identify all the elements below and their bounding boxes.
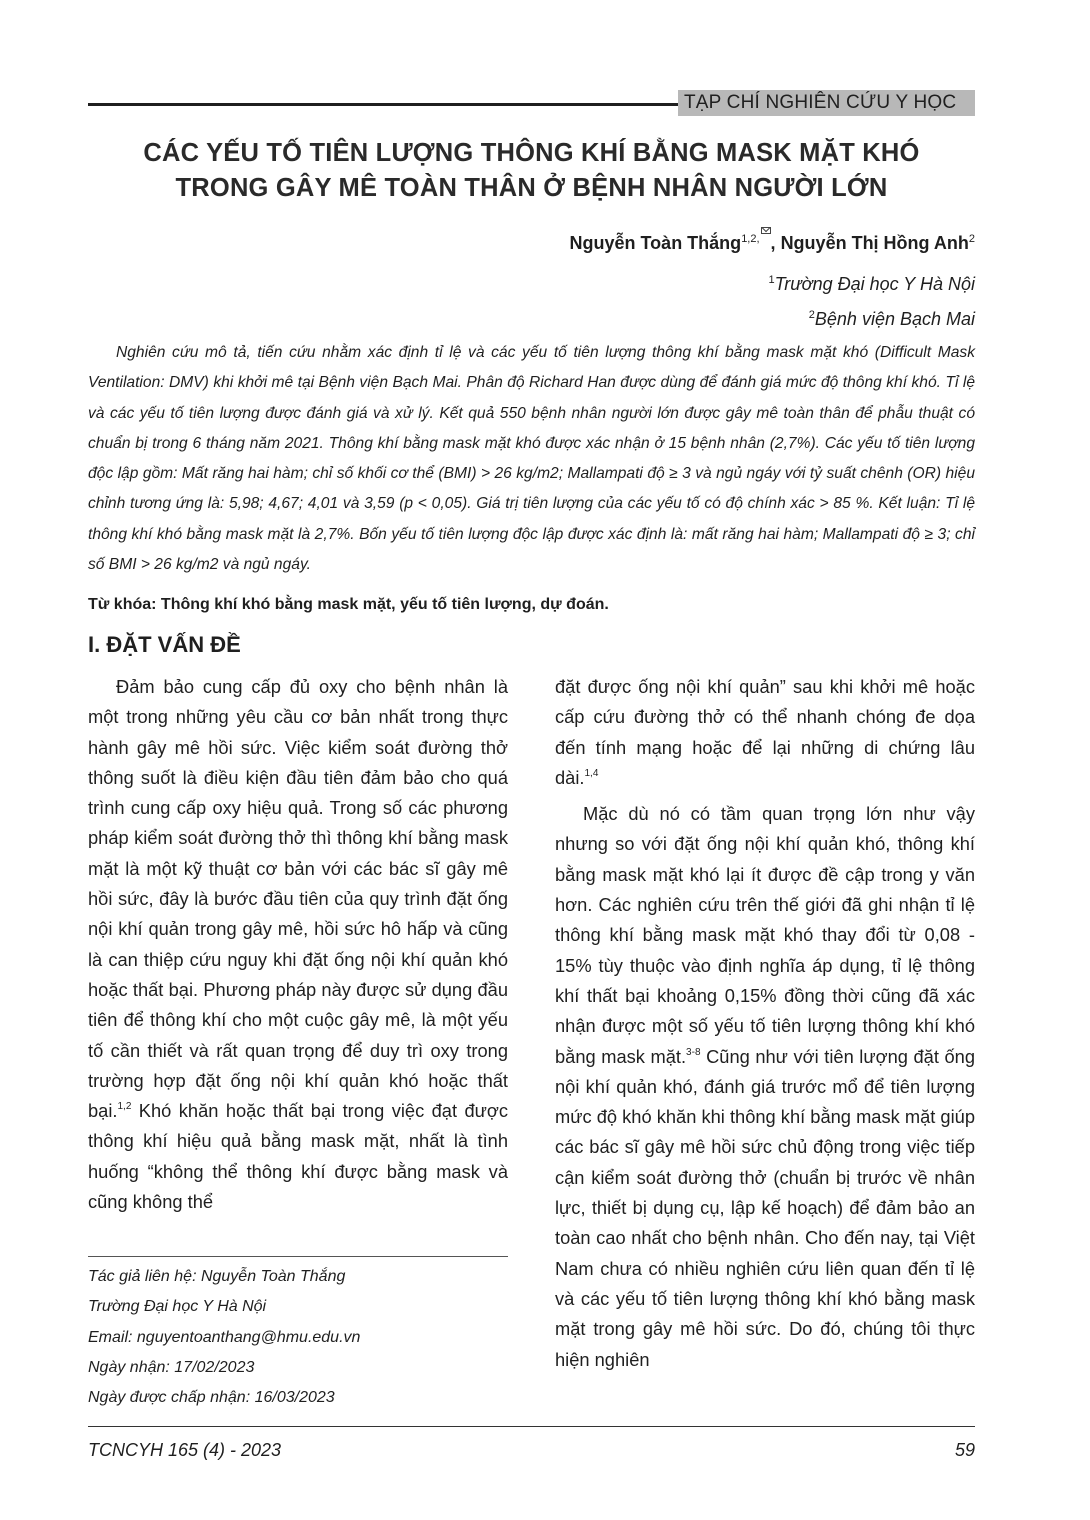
header-rule — [88, 103, 678, 106]
citation-marker: 1,2 — [117, 1101, 132, 1113]
affiliation-list — [769, 265, 976, 335]
journal-name: TẠP CHÍ NGHIÊN CỨU Y HỌC — [678, 90, 975, 116]
body-paragraph: đặt được ống nội khí quản” sau khi khởi mê hoặc cấp cứu đường thở có thể nhanh chóng đe dọa đến tính mạng hoặc để lại những di chứng lâu dài.$^{1,4}$ — [555, 676, 975, 788]
affiliation: $^2$Bệnh viện Bạch Mai — [808, 309, 975, 329]
author-list — [570, 226, 975, 256]
corresponding-institution: Trường Đại học Y Hà Nội — [88, 1298, 267, 1316]
page-number: 59 — [954, 1440, 975, 1460]
title-line-2: TRONG GÂY MÊ TOÀN THÂN Ở BỆNH NHÂN NGƯỜI LỚN — [175, 174, 888, 202]
author-name: Nguyễn Thị Hồng Anh — [780, 233, 969, 253]
footer-rule — [88, 1426, 975, 1427]
corresponding-author: Tác giả liên hệ: Nguyễn Toàn Thắng — [88, 1268, 346, 1285]
envelope-icon — [761, 227, 771, 234]
received-date: Ngày nhận: 17/02/2023 — [88, 1358, 255, 1376]
footnote-rule — [88, 1256, 508, 1257]
correspondence-block — [88, 1262, 518, 1413]
body-column-right — [555, 672, 975, 1375]
author-affiliation-marker: 1,2, — [741, 233, 770, 245]
body-paragraph: Mặc dù nó có tầm quan trọng lớn như vậy nhưng so với đặt ống nội khí quản khó, thông khí bằng mask mặt khó lại ít được đề cập trong y văn hơn. Các nghiên cứu trên thế giới đã ghi nhận tỉ lệ thông khí bằng mask mặt khó thay đổi từ 0,08 - 15% tùy thuộc vào định nghĩa áp dụng, tỉ lệ thông khí thất bại khoảng 0,15% đồng thời cũng đã xác nhận được một số yếu tố tiên lượng thông khí khó bằng mask mặt.$^{3-8}$ Cũng như với tiên lượng đặt ống nội khí quản khó, đánh giá trước mổ để tiên lượng mức độ khó khăn khi thông khí bằng mask mặt giúp các bác sĩ gây mê hồi sức chủ động trong việc tiếp cận kiểm soát đường thở (chuẩn bị trước về nhân lực, thiết bị dụng cụ, lập kế hoạch) để đảm bảo an toàn cao nhất cho bệnh nhân. Cho đến nay, tại Việt Nam chưa có nhiều nghiên cứu liên quan đến tỉ lệ và các yếu tố tiên lượng thông khí khó bằng mask mặt trong gây mê hồi sức. Do đó, chúng tôi thực hiện nghiên — [555, 803, 975, 1370]
corresponding-email: Email: nguyentoanthang@hmu.edu.vn — [88, 1328, 361, 1346]
section-heading: I. ĐẶT VẤN ĐỀ — [88, 632, 241, 657]
body-paragraph: Đảm bảo cung cấp đủ oxy cho bệnh nhân là một trong những yêu cầu cơ bản nhất trong thực hành gây mê hồi sức. Việc kiểm soát đường thở thông suốt là điều kiện đầu tiên đảm bảo cho quá trình cung cấp oxy hiệu quả. Trong số các phương pháp kiểm soát đường thở thì thông khí bằng mask mặt là một kỹ thuật cơ bản với các bác sĩ gây mê hồi sức, đây là bước đầu tiên của quy trình đặt ống nội khí quản trong gây mê, hồi sức hô hấp và cũng là can thiệp cứu nguy khi đặt ống nội khí quản khó hoặc thất bại. Phương pháp này được sử dụng đầu tiên để thông khí cho một cuộc gây mê, là một yếu tố cần thiết và rất quan trọng để duy trì oxy trong trường hợp đặt ống nội khí quản khó hoặc thất bại.$^{1,2}$ Khó khăn hoặc thất bại trong việc đạt được thông khí hiệu quả bằng mask mặt, nhất là tình huống “không thể thông khí được bằng mask và cũng không thể — [88, 676, 508, 1213]
author-affiliation-marker: 2 — [968, 233, 975, 245]
footer-citation: TCNCYH 165 (4) - 2023 — [88, 1440, 282, 1460]
abstract: Nghiên cứu mô tả, tiến cứu nhằm xác định tỉ lệ và các yếu tố tiên lượng thông khí bằng mask mặt khó (Difficult Mask Ventilation: DMV) khi khởi mê tại Bệnh viện Bạch Mai. Phân độ Richard Han được dùng để đánh giá mức độ thông khí khó. Tỉ lệ và các yếu tố tiên lượng được đánh giá và xử lý. Kết quả 550 bệnh nhân người lớn được gây mê toàn thân để phẫu thuật có chuẩn bị trong 6 tháng năm 2021. Thông khí bằng mask mặt khó được xác nhận ở 15 bệnh nhân (2,7%). Các yếu tố tiên lượng độc lập gồm: Mất răng hai hàm; chỉ số khối cơ thể (BMI) > 26 kg/m2; Mallampati độ ≥ 3 và ngủ ngáy với tỷ suất chênh (OR) hiệu chỉnh tương ứng là: 5,98; 4,67; 4,01 và 3,59 (p < 0,05). Giá trị tiên lượng của các yếu tố có độ chính xác > 85 %. Kết luận: Tỉ lệ thông khí khó bằng mask mặt là 2,7%. Bốn yếu tố tiên lượng độc lập được xác định là: mất răng hai hàm; Mallampati độ ≥ 3; chỉ số BMI > 26 kg/m2 và ngủ ngáy. — [88, 344, 975, 574]
keywords: Từ khóa: Thông khí khó bằng mask mặt, yếu tố tiên lượng, dự đoán. — [88, 596, 609, 613]
article-title — [88, 136, 975, 206]
title-line-1: CÁC YẾU TỐ TIÊN LƯỢNG THÔNG KHÍ BẰNG MASK MẶT KHÓ — [143, 139, 920, 167]
citation-marker: 1,4 — [584, 767, 599, 779]
accepted-date: Ngày được chấp nhận: 16/03/2023 — [88, 1389, 335, 1407]
author-name: Nguyễn Toàn Thắng — [569, 233, 742, 253]
affiliation: $^1$Trường Đại học Y Hà Nội — [768, 274, 975, 294]
author-separator: , — [770, 233, 781, 253]
body-column-left — [88, 672, 508, 1217]
citation-marker: 3-8 — [686, 1046, 701, 1058]
